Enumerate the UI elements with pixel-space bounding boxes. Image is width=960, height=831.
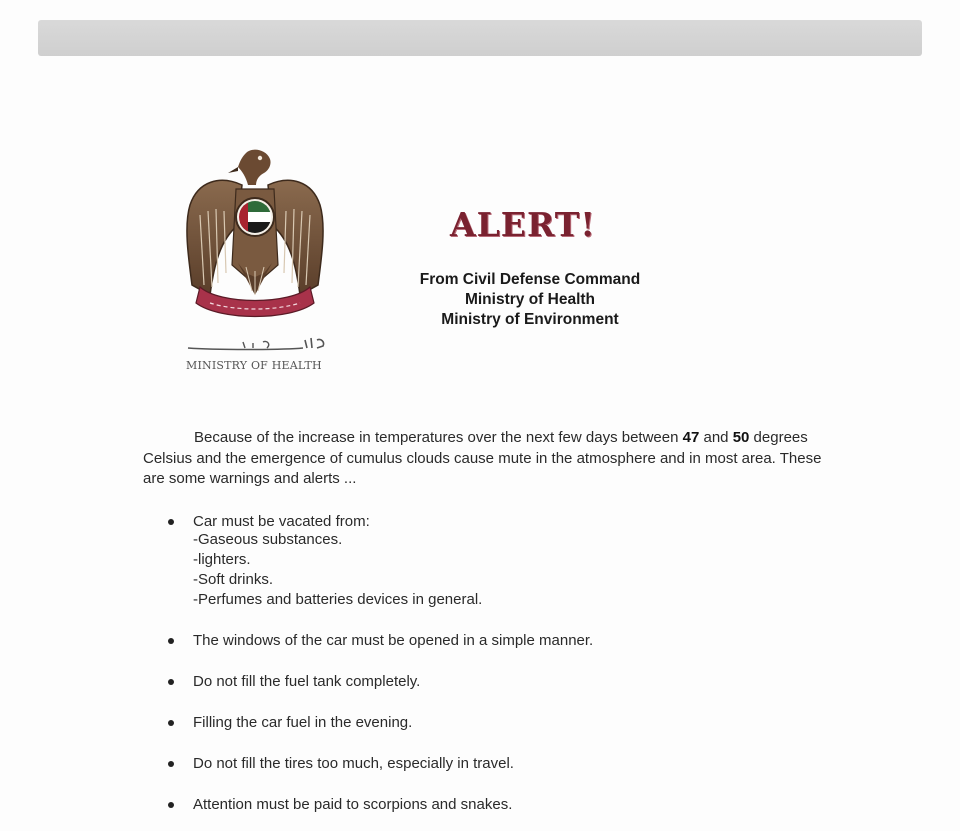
bullet-icon [168,679,174,685]
intro-text: degrees Celsius and the emergence of cumulus clouds cause mute in the atmosphere and in most area. These are some warnings and alerts ... [143,429,822,487]
vacate-sublist [193,530,482,610]
authority-line: From Civil Defense Command [419,271,641,288]
sub-item: -Soft drinks. [193,571,274,588]
bullet-icon [168,761,174,767]
ministry-arabic-caption [183,334,333,354]
intro-paragraph [143,428,833,490]
bullet-icon [168,802,174,808]
bullet-icon [168,720,174,726]
top-gray-bar [38,20,922,56]
ministry-emblem-icon [180,145,330,335]
sub-item: -lighters. [193,551,251,568]
bullet-icon [168,519,174,525]
list-item-text: Do not fill the fuel tank completely. [193,673,421,690]
ministry-label: MINISTRY OF HEALTH [186,359,322,372]
issuing-authorities [380,270,680,330]
intro-text: Because of the increase in temperatures over the next few days between [194,429,683,446]
authority-line: Ministry of Environment [441,311,619,328]
list-item-text: Attention must be paid to scorpions and snakes. [193,796,513,813]
list-item-text: Car must be vacated from: [193,513,370,530]
sub-item: -Perfumes and batteries devices in general. [193,591,483,608]
sub-item: -Gaseous substances. [193,531,343,548]
alert-title: ALERT! [450,205,596,244]
list-item-text: Do not fill the tires too much, especially in travel. [193,755,514,772]
intro-text: and [699,429,733,446]
authority-line: Ministry of Health [464,291,596,308]
list-item-text: Filling the car fuel in the evening. [193,714,413,731]
list-item-text: The windows of the car must be opened in a simple manner. [193,632,594,649]
temp-high: 50 [732,429,750,446]
bullet-icon [168,638,174,644]
temp-low: 47 [682,429,700,446]
